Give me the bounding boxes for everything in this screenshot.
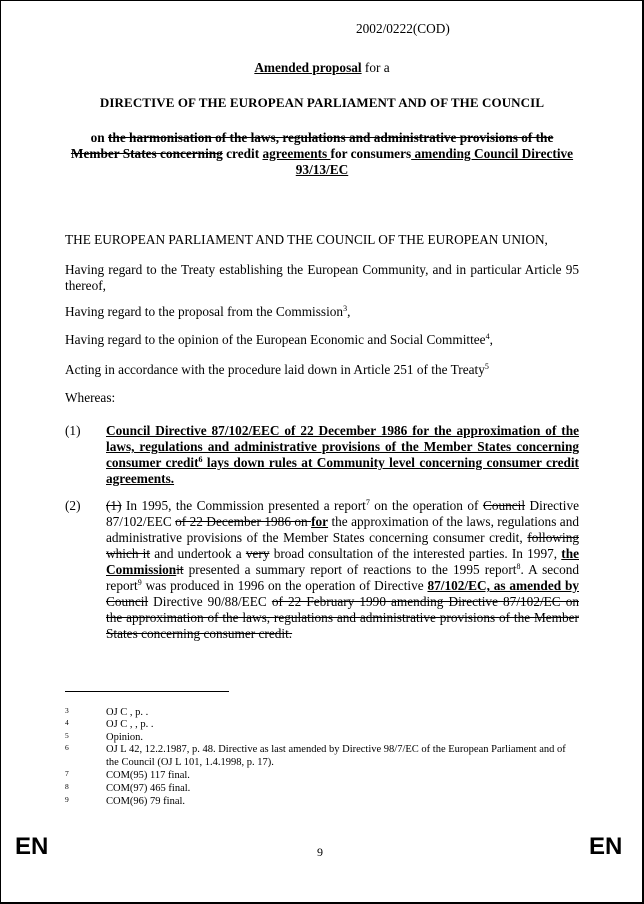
- recital-text: [106, 423, 579, 487]
- recital-text-segment: presented a summary report of reactions to the 1995 report: [183, 562, 517, 577]
- inserted-text: for: [311, 514, 329, 529]
- footnote-text: OJ C , p. .: [106, 707, 149, 718]
- subject-for-consumers: for consumers: [330, 146, 412, 161]
- amended-proposal-rest: for a: [361, 60, 390, 75]
- deleted-text: (1): [106, 498, 122, 513]
- language-code-left: EN: [15, 833, 49, 860]
- recital-text: [106, 498, 579, 642]
- footnote-text: OJ L 42, 12.2.1987, p. 48. Directive as last amended by Directive 98/7/EC of the European Parliament and of the Council (OJ L 101, 1.4.1998, p. 17).: [106, 744, 566, 768]
- footnote-ref[interactable]: 8: [516, 562, 521, 571]
- page-number: 9: [317, 845, 323, 859]
- footnote-text: COM(97) 465 final.: [106, 783, 191, 794]
- citation-opinion-text: Having regard to the opinion of the European Economic and Social Committee: [65, 332, 486, 347]
- deleted-text: of 22 December 1986 on: [175, 514, 312, 529]
- footnote-ref[interactable]: 3: [343, 304, 348, 313]
- citation-proposal-text: Having regard to the proposal from the Commission: [65, 304, 344, 319]
- deleted-text: very: [245, 546, 270, 561]
- amended-proposal-label: Amended proposal: [254, 60, 362, 75]
- footnote-ref[interactable]: 5: [484, 362, 489, 371]
- footnote-ref[interactable]: 7: [365, 498, 370, 507]
- citation-treaty: Having regard to the Treaty establishing the European Community, and in particular Article 95 thereof,: [65, 262, 579, 293]
- recital-text-segment: broad consultation of the interested parties. In 1997,: [269, 546, 562, 561]
- footnote-ref[interactable]: 6: [198, 455, 203, 464]
- subject-credit: credit: [222, 146, 263, 161]
- whereas-label: Whereas:: [65, 390, 116, 405]
- recital-text-segment: and undertook a: [150, 546, 246, 561]
- deleted-text: following which it: [106, 530, 579, 561]
- footnote-text: COM(95) 117 final.: [106, 770, 190, 781]
- deleted-text: it: [176, 562, 184, 577]
- recital-number: (1): [65, 423, 81, 438]
- recital-inserted-text: lays down rules at Community level concerning consumer credit agreements.: [106, 455, 579, 486]
- subject-deleted-text: the harmonisation of the laws, regulations and administrative provisions of the Member States concerning: [70, 130, 554, 161]
- footnote-number: 4: [65, 718, 69, 727]
- inserted-text: the Commission: [106, 546, 579, 577]
- footnote-number: 5: [65, 731, 69, 740]
- language-code-right: EN: [589, 833, 623, 860]
- recital-text-segment: Directive 90/88/EEC: [148, 594, 272, 609]
- footnote-text: COM(96) 79 final.: [106, 796, 186, 807]
- recital-number: (2): [65, 498, 81, 513]
- recital-text-segment: was produced in 1996 on the operation of Directive: [141, 578, 428, 593]
- inserted-text: 87/102/EC, as amended by: [427, 578, 579, 593]
- footnote-ref[interactable]: 4: [485, 332, 490, 341]
- citation-opinion: Having regard to the opinion of the European Economic and Social Committee$^4$,: [65, 332, 493, 347]
- footnote-separator: [65, 691, 229, 692]
- subject-inserted-amending: amending Council Directive 93/13/EC: [295, 146, 574, 177]
- deleted-text: Council: [106, 594, 149, 609]
- footnote-ref[interactable]: 9: [137, 578, 142, 587]
- recital-text-segment: the approximation of the laws, regulations and administrative provisions of the Member States concerning consumer credit,: [106, 514, 579, 545]
- recital-text-segment: . A second report: [106, 562, 580, 593]
- citation-proposal: Having regard to the proposal from the Commission$^3$,: [65, 304, 351, 319]
- subject-on: on: [90, 130, 108, 145]
- footnote-number: 7: [65, 769, 69, 778]
- footnote-number: 8: [65, 782, 69, 791]
- footnote-number: 6: [65, 743, 69, 752]
- amended-proposal-heading: [65, 60, 579, 76]
- deleted-text: of 22 February 1990 amending Directive 87/102/EC on the approximation of the laws, regulations and administrative provisions of the Member States concerning consumer credit.: [106, 594, 579, 641]
- footnote-number: 3: [65, 706, 69, 715]
- directive-subject: [65, 130, 579, 178]
- deleted-text: Council: [482, 498, 526, 513]
- footnote-text: OJ C , , p. .: [106, 719, 154, 730]
- recital-inserted-text: Council Directive 87/102/EEC of 22 December 1986 for the approximation of the laws, regulations and administrative provisions of the Member States concerning consumer credit: [106, 423, 579, 470]
- footnote-text: Opinion.: [106, 732, 144, 743]
- citation-procedure-text: Acting in accordance with the procedure laid down in Article 251 of the Treaty: [65, 362, 485, 377]
- preamble-intro: THE EUROPEAN PARLIAMENT AND THE COUNCIL OF THE EUROPEAN UNION,: [65, 232, 548, 247]
- subject-inserted-agreements: agreements: [262, 146, 331, 161]
- procedure-reference: 2002/0222(COD): [356, 21, 450, 36]
- citation-procedure: [65, 362, 579, 378]
- recital-text-segment: In 1995, the Commission presented a report: [121, 498, 366, 513]
- recital-text-segment: Directive 87/102/EEC: [106, 498, 579, 529]
- footnote-number: 9: [65, 795, 69, 804]
- directive-title: DIRECTIVE OF THE EUROPEAN PARLIAMENT AND OF THE COUNCIL: [99, 95, 545, 110]
- recital-text-segment: on the operation of: [369, 498, 483, 513]
